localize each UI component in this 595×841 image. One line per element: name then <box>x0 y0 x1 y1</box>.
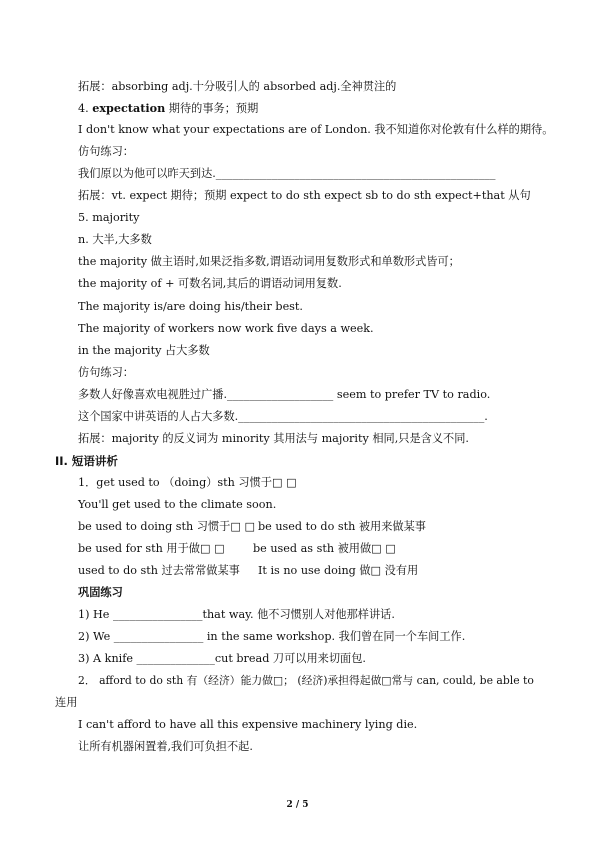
text-line-item-5: 5. majority <box>78 211 140 224</box>
text-line-phrase-2-cont: 连用 <box>55 696 78 709</box>
text-line-definition: n. 大半,大多数 <box>78 233 152 246</box>
text-line-item-4 <box>78 101 258 116</box>
text-line-practice-1: 多数人好像喜欢电视胜过广播.___________________ seem to prefer TV to radio. <box>78 388 491 401</box>
phrase-left: used to do sth 过去常常做某事 <box>78 564 240 577</box>
exercise-2: 2) We ________________ in the same workshop. 我们曾在同一个车间工作. <box>78 630 466 643</box>
text-line-extension-minority: 拓展：majority 的反义词为 minority 其用法与 majority 相同,只是含义不同. <box>78 432 469 445</box>
text-line-phrase-1: 1．get used to （doing）sth 习惯于□ □ <box>78 476 297 489</box>
text-line-example-afford: I can't afford to have all this expensive machinery lying die. <box>78 718 418 731</box>
text-line-extension-absorbing: 拓展：absorbing adj.十分吸引人的 absorbed adj.全神贯注的 <box>78 80 397 93</box>
text-line-pair-3 <box>78 564 418 578</box>
phrase-right: be used to do sth 被用来做某事 <box>258 520 426 533</box>
section-heading-phrases: II. 短语讲析 <box>55 454 118 468</box>
text-line-extension-expect: 拓展：vt. expect 期待；预期 expect to do sth expect sb to do sth expect+that 从句 <box>78 189 531 202</box>
text-line-usage-2: the majority of + 可数名词,其后的谓语动词用复数. <box>78 277 342 290</box>
text-line-practice-label-2: 仿句练习： <box>78 366 134 379</box>
exercise-1: 1) He ________________that way. 他不习惯别人对他那样讲话. <box>78 608 395 621</box>
text-line-pair-2 <box>78 542 396 556</box>
text-line-translation-afford: 让所有机器闲置着,我们可负担不起. <box>78 740 253 753</box>
phrase-right: be used as sth 被用做□ □ <box>253 542 396 555</box>
subheading-consolidation: 巩固练习 <box>78 586 123 599</box>
text-line-pair-1 <box>78 520 426 534</box>
text-line-example-2: The majority of workers now work five days a week. <box>78 322 374 335</box>
text-line-example: I don't know what your expectations are of London. 我不知道你对伦敦有什么样的期待。 <box>78 123 554 136</box>
text-line-phrase-2: 2． afford to do sth 有（经济）能力做□； (经济)承担得起做□常与 can, could, be able to <box>78 674 534 687</box>
keyword-expectation: expectation <box>92 101 166 115</box>
phrase-left: be used for sth 用于做□ □ <box>78 542 225 555</box>
phrase-left: be used to doing sth 习惯于□ □ <box>78 520 256 533</box>
text-line-phrase: in the majority 占大多数 <box>78 344 210 357</box>
phrase-right: It is no use doing 做□ 没有用 <box>258 564 419 577</box>
text-line-example-1: The majority is/are doing his/their best. <box>78 300 303 313</box>
text-line-practice-label: 仿句练习： <box>78 145 134 158</box>
exercise-3: 3) A knife ______________cut bread 刀可以用来切面包. <box>78 652 366 665</box>
keyword-definition: 期待的事务；预期 <box>165 102 259 115</box>
text-line-practice-2: 这个国家中讲英语的人占大多数.____________________________________________. <box>78 410 488 423</box>
item-number: 4. <box>78 102 93 115</box>
text-line-usage-1: the majority 做主语时,如果泛指多数,谓语动词用复数形式和单数形式皆可； <box>78 255 460 268</box>
page-number: 2 / 5 <box>286 800 309 810</box>
text-line-practice-sentence: 我们原以为他可以昨天到达.__________________________________________________ <box>78 167 496 180</box>
text-line-example-climate: You'll get used to the climate soon. <box>78 498 277 511</box>
